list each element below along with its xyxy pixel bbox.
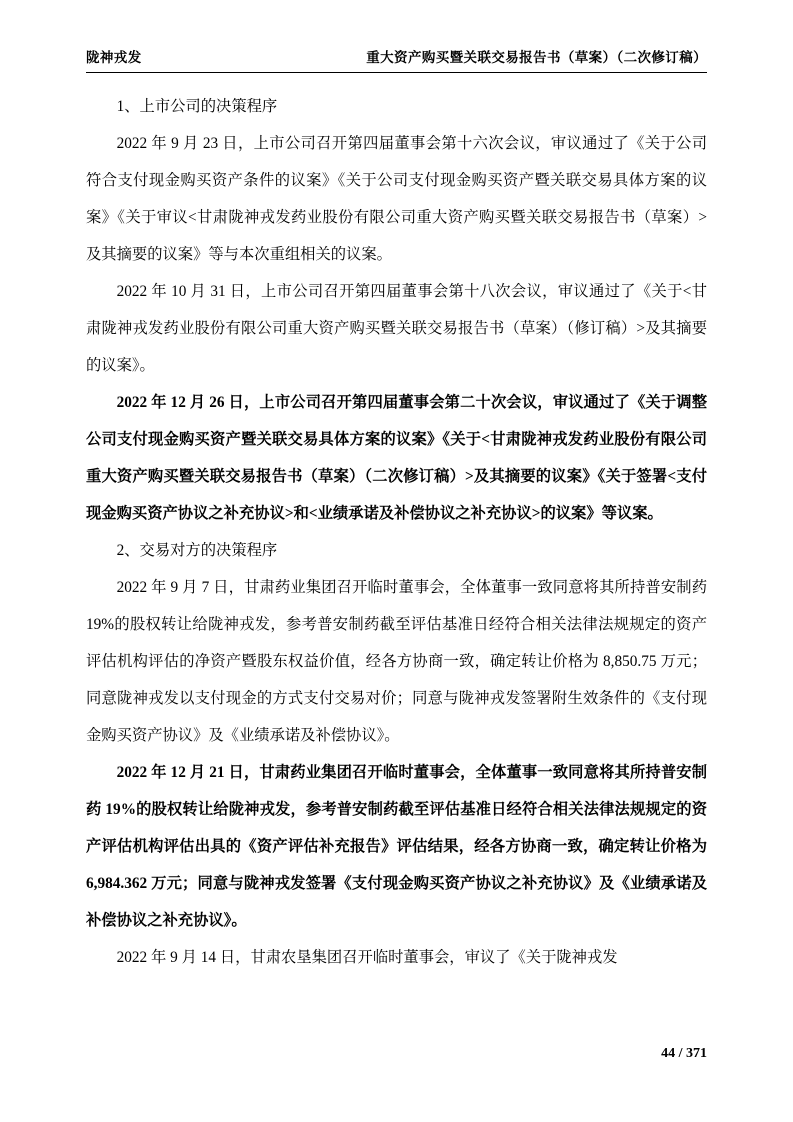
paragraph-8: 2022 年 9 月 14 日，甘肃农垦集团召开临时董事会，审议了《关于陇神戎发 [116,949,618,966]
paragraph-4: 2022 年 12 月 26 日，上市公司召开第四届董事会第二十次会议，审议通过了《关于调整公司支付现金购买资产暨关联交易具体方案的议案》《关于<甘肃陇神戎发药业股份有限公司重大资产购买暨关联交易报告书（草案）（二次修订稿）>及其摘要的议案》《关于签署<支付现金购买资产协议之补充协议>和<业绩承诺及补偿协议之补充协议>的议案》等议案。 [86,394,707,522]
header-company-name: 陇神戎发 [86,50,142,65]
page-footer [86,1046,707,1062]
paragraph-7: 2022 年 12 月 21 日，甘肃药业集团召开临时董事会，全体董事一致同意将其所持普安制药 19%的股权转让给陇神戎发，参考普安制药截至评估基准日经符合相关法律法规规定的资产评估机构评估出具的《资产评估补充报告》评估结果，经各方协商一致，确定转让价格为 6,984.362 万元；同意与陇神戎发签署《支付现金购买资产协议之补充协议》及《业绩承诺及补偿协议之补充协议》。 [86,764,707,929]
page-header [86,46,707,72]
paragraph-6: 2022 年 9 月 7 日，甘肃药业集团召开临时董事会，全体董事一致同意将其所持普安制药 19%的股权转让给陇神戎发，参考普安制药截至评估基准日经符合相关法律法规规定的资产评估机构评估的净资产暨股东权益价值，经各方协商一致，确定转让价格为 8,850.75 万元；同意陇神戎发以支付现金的方式支付交易对价；同意与陇神戎发签署附生效条件的《支付现金购买资产协议》及《业绩承诺及补偿协议》。 [86,579,707,744]
paragraph-5: 2、交易对方的决策程序 [116,542,278,559]
paragraph-2: 2022 年 9 月 23 日，上市公司召开第四届董事会第十六次会议，审议通过了《关于公司符合支付现金购买资产条件的议案》《关于公司支付现金购买资产暨关联交易具体方案的议案》《关于审议<甘肃陇神戎发药业股份有限公司重大资产购买暨关联交易报告书（草案）>及其摘要的议案》等与本次重组相关的议案。 [86,135,707,263]
header-divider [86,72,707,73]
page-number: 44 / 371 [661,1046,707,1061]
document-body [86,88,707,1052]
header-document-title: 重大资产购买暨关联交易报告书（草案）（二次修订稿） [366,50,707,65]
paragraph-1: 1、上市公司的决策程序 [116,98,278,115]
paragraph-3: 2022 年 10 月 31 日，上市公司召开第四届董事会第十八次会议，审议通过了《关于<甘肃陇神戎发药业股份有限公司重大资产购买暨关联交易报告书（草案）（修订稿）>及其摘要的议案》。 [86,283,707,374]
